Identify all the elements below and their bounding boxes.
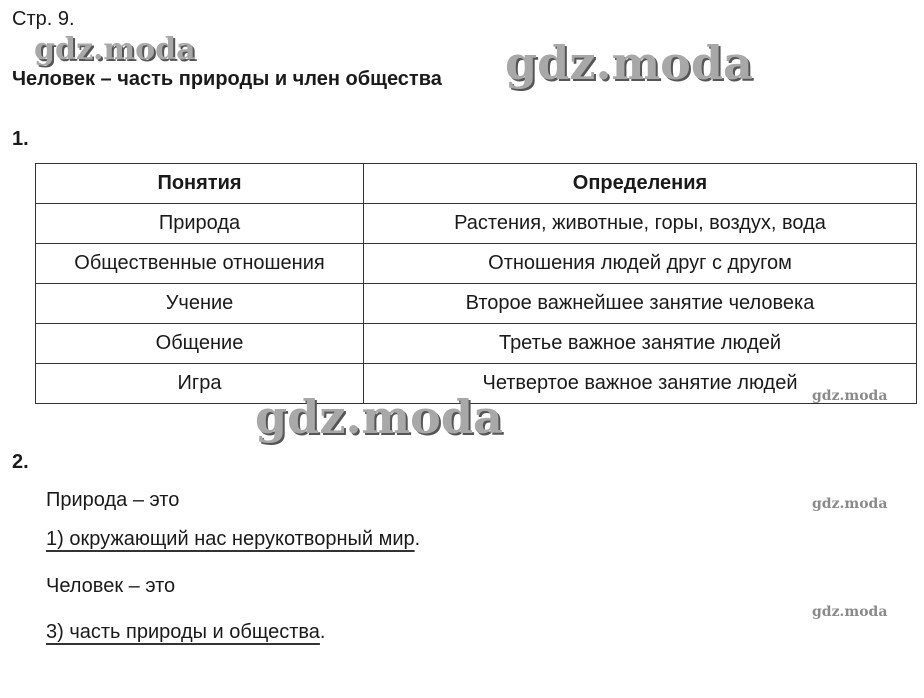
watermark: gdz.moda bbox=[505, 36, 753, 90]
watermark: gdz.moda bbox=[255, 390, 503, 444]
concept-cell: Общение bbox=[36, 324, 364, 364]
lesson-title: Человек – часть природы и член общества bbox=[12, 68, 442, 90]
task-number: 2. bbox=[12, 451, 29, 473]
watermark: gdz.moda bbox=[812, 604, 888, 620]
concept-cell: Игра bbox=[36, 364, 364, 404]
answer-period: . bbox=[319, 621, 326, 643]
table-row bbox=[36, 244, 917, 284]
watermark: gdz.moda bbox=[812, 496, 888, 512]
table-row bbox=[36, 364, 917, 404]
answer-nature bbox=[46, 528, 420, 551]
page-number: Стр. 9. bbox=[12, 8, 75, 30]
definition-cell: Растения, животные, горы, воздух, вода bbox=[364, 204, 917, 244]
definitions-table bbox=[35, 163, 917, 404]
concept-cell: Общественные отношения bbox=[36, 244, 364, 284]
definition-cell: Отношения людей друг с другом bbox=[364, 244, 917, 284]
table-header-row bbox=[36, 164, 917, 204]
question-nature: Природа – это bbox=[46, 489, 180, 511]
concept-cell: Учение bbox=[36, 284, 364, 324]
definition-cell: Четвертое важное занятие людей bbox=[364, 364, 917, 404]
question-human: Человек – это bbox=[46, 575, 176, 597]
definition-cell: Второе важнейшее занятие человека bbox=[364, 284, 917, 324]
table-row bbox=[36, 284, 917, 324]
table-row bbox=[36, 204, 917, 244]
watermark: gdz.moda bbox=[812, 388, 888, 404]
task-number: 1. bbox=[12, 128, 29, 150]
column-header: Понятия bbox=[36, 164, 364, 204]
definition-cell: Третье важное занятие людей bbox=[364, 324, 917, 364]
answer-text: 3) часть природы и общества bbox=[46, 621, 320, 643]
answer-human bbox=[46, 621, 325, 644]
answer-period: . bbox=[414, 528, 421, 550]
answer-text: 1) окружающий нас нерукотворный мир bbox=[46, 528, 415, 550]
table-row bbox=[36, 324, 917, 364]
column-header: Определения bbox=[364, 164, 917, 204]
watermark: gdz.moda bbox=[34, 32, 196, 67]
concept-cell: Природа bbox=[36, 204, 364, 244]
